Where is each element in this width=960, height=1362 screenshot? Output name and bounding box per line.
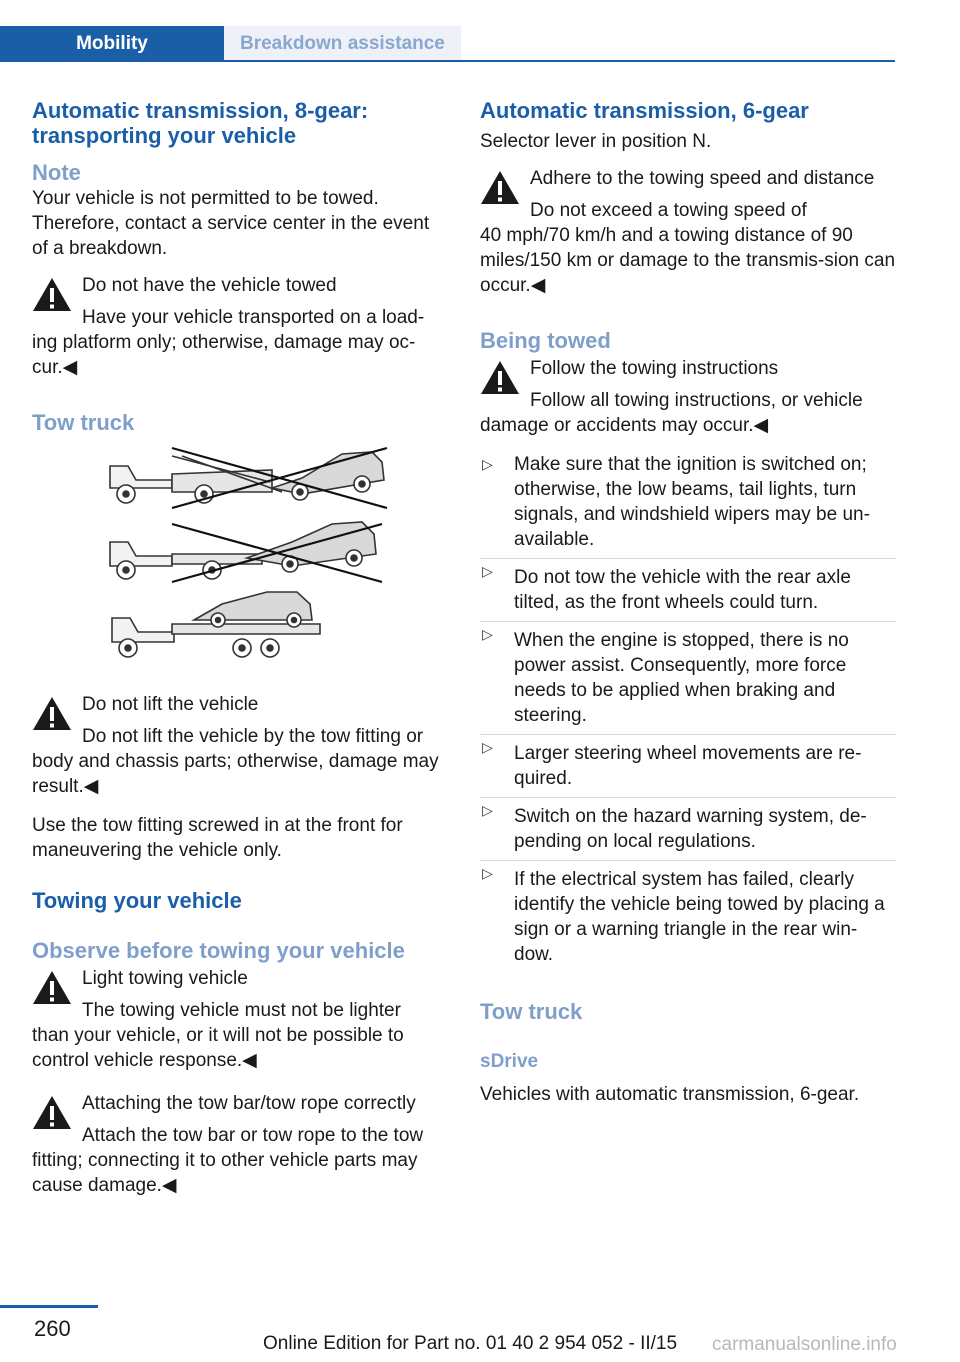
tow-truck-illustration bbox=[32, 442, 447, 678]
warning-body: Follow all towing instructions, or vehicle bbox=[530, 390, 863, 411]
towing-heading: Towing your vehicle bbox=[32, 888, 242, 913]
warning-body-cont: ing platform only; otherwise, damage may oc-cur.◀ bbox=[32, 332, 416, 378]
bullet-triangle-icon: ▷ bbox=[482, 739, 493, 755]
warning-triangle-icon bbox=[32, 696, 72, 731]
warning-title: Follow the towing instructions bbox=[530, 358, 779, 379]
bullet-triangle-icon: ▷ bbox=[482, 865, 493, 881]
warning-body-cont: fitting; connecting it to other vehicle parts may cause damage.◀ bbox=[32, 1150, 418, 1196]
note-text: Your vehicle is not permitted to be towed. Therefore, contact a service center in the event of a breakdown. bbox=[32, 188, 430, 259]
tab-breakdown-assistance: Breakdown assistance bbox=[224, 26, 461, 61]
warning-no-lift bbox=[32, 692, 447, 799]
warning-body-cont: damage or accidents may occur.◀ bbox=[480, 415, 769, 436]
sdrive-heading: sDrive bbox=[480, 1051, 539, 1072]
watermark-text: carmanualsonline.info bbox=[712, 1334, 897, 1355]
tow-truck-heading: Tow truck bbox=[32, 410, 135, 435]
warning-title: Attaching the tow bar/tow rope correctly bbox=[82, 1093, 416, 1114]
list-item: ▷ When the engine is stopped, there is no power assist. Consequently, more force needs to be applied when braking and steering. bbox=[480, 621, 896, 728]
sdrive-text: Vehicles with automatic transmission, 6-gear. bbox=[480, 1084, 860, 1105]
warning-title: Light towing vehicle bbox=[82, 968, 248, 989]
left-column bbox=[32, 98, 447, 1198]
warning-towing-instructions bbox=[480, 356, 896, 438]
list-item: ▷ Do not tow the vehicle with the rear axle tilted, as the front wheels could turn. bbox=[480, 558, 896, 615]
bullet-triangle-icon: ▷ bbox=[482, 456, 493, 472]
warning-body-cont: than your vehicle, or it will not be possible to control vehicle response.◀ bbox=[32, 1025, 404, 1071]
warning-triangle-icon bbox=[32, 277, 72, 312]
warning-no-tow bbox=[32, 273, 447, 380]
section-heading-8gear: Automatic transmission, 8-gear: transporting your vehicle bbox=[32, 98, 369, 148]
warning-title: Do not have the vehicle towed bbox=[82, 275, 337, 296]
warning-body-cont: 40 mph/70 km/h and a towing distance of 90 miles/150 km or damage to the transmis-sion can occur.◀ bbox=[480, 225, 896, 296]
being-towed-heading: Being towed bbox=[480, 328, 611, 353]
bullet-triangle-icon: ▷ bbox=[482, 563, 493, 579]
footer-rule bbox=[0, 1305, 98, 1308]
warning-triangle-icon bbox=[480, 170, 520, 205]
header-rule bbox=[0, 60, 895, 62]
warning-title: Adhere to the towing speed and distance bbox=[530, 168, 875, 189]
warning-body: The towing vehicle must not be lighter bbox=[82, 1000, 401, 1021]
observe-heading: Observe before towing your vehicle bbox=[32, 938, 405, 963]
warning-title: Do not lift the vehicle bbox=[82, 694, 259, 715]
warning-body: Do not exceed a towing speed of bbox=[530, 200, 807, 221]
list-item: ▷ If the electrical system has failed, clearly identify the vehicle being towed by placing a sign or a warning triangle in the rear win-dow. bbox=[480, 860, 896, 967]
towing-checklist bbox=[480, 452, 896, 967]
warning-triangle-icon bbox=[32, 1095, 72, 1130]
page-number: 260 bbox=[34, 1316, 71, 1341]
bullet-triangle-icon: ▷ bbox=[482, 802, 493, 818]
tab-mobility: Mobility bbox=[0, 26, 224, 61]
list-item: ▷ Switch on the hazard warning system, de-pending on local regulations. bbox=[480, 797, 896, 854]
tow-scene-3 bbox=[112, 592, 320, 657]
edition-text: Online Edition for Part no. 01 40 2 954 052 - II/15 bbox=[263, 1333, 678, 1354]
warning-light-vehicle bbox=[32, 966, 447, 1073]
warning-triangle-icon bbox=[480, 360, 520, 395]
list-item: ▷ Make sure that the ignition is switched on; otherwise, the low beams, tail lights, turn signals, and windshield wipers may be un-available. bbox=[482, 454, 870, 550]
warning-body: Have your vehicle transported on a load- bbox=[82, 307, 425, 328]
warning-body: Attach the tow bar or tow rope to the tow bbox=[82, 1125, 424, 1146]
warning-attach-tow-bar bbox=[32, 1091, 447, 1198]
right-column bbox=[480, 98, 896, 1107]
tow-truck-heading-right: Tow truck bbox=[480, 999, 583, 1024]
warning-body: Do not lift the vehicle by the tow fitting or bbox=[82, 726, 424, 747]
note-heading: Note bbox=[32, 160, 81, 185]
list-item: ▷ Larger steering wheel movements are re-quired. bbox=[480, 734, 896, 791]
bullet-triangle-icon: ▷ bbox=[482, 626, 493, 642]
tow-fitting-text: Use the tow fitting screwed in at the front for maneuvering the vehicle only. bbox=[32, 815, 403, 861]
warning-triangle-icon bbox=[32, 970, 72, 1005]
selector-text: Selector lever in position N. bbox=[480, 131, 712, 152]
warning-towing-speed bbox=[480, 166, 896, 298]
warning-body-cont: body and chassis parts; otherwise, damage may result.◀ bbox=[32, 751, 439, 797]
section-heading-6gear: Automatic transmission, 6-gear bbox=[480, 98, 809, 123]
